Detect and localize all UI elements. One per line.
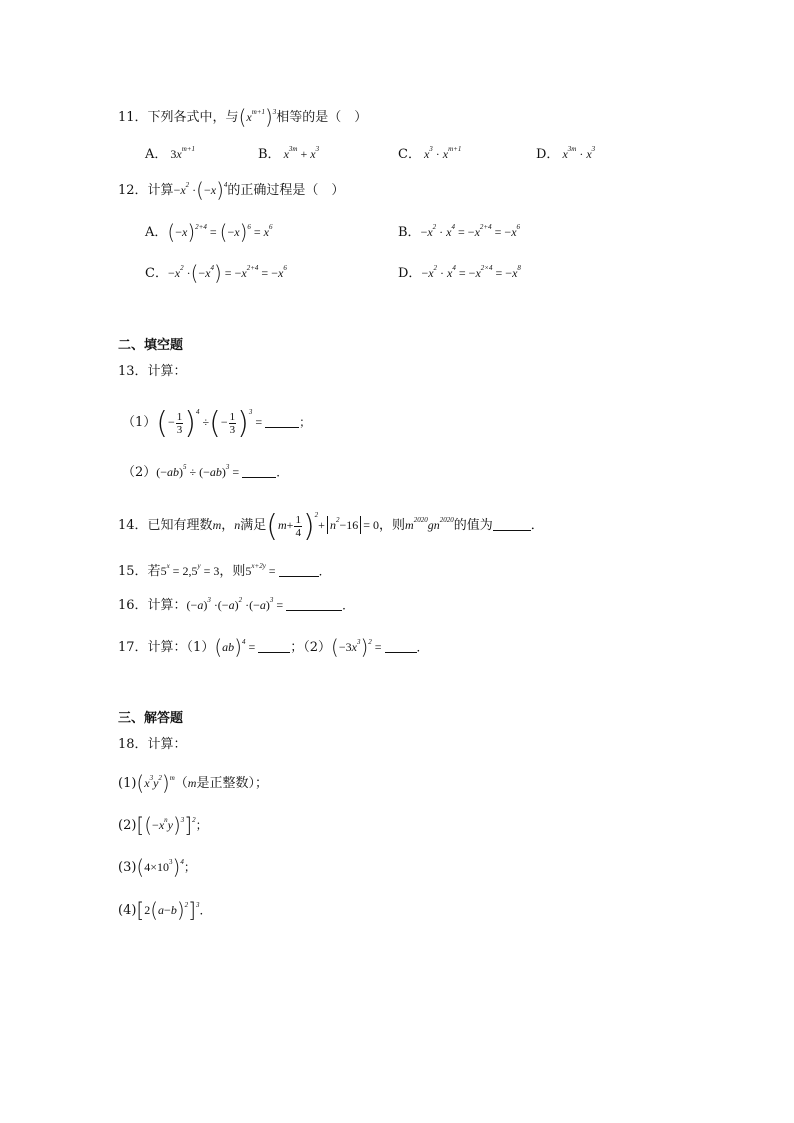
question-17: 17．计算：（1）(ab)$^4$ = ；$(2)(-3x^3)^2$ = ． <box>118 635 429 659</box>
question-11 <box>118 107 367 128</box>
question-18-part-1: $(1)(x^3y^2)^m(m$是正整数）； <box>118 771 268 795</box>
question-number: 11． <box>118 110 148 125</box>
question-15: 15．若$5^x = 2,5^y = 3$，则$5^{x+2y}$ = ． <box>118 562 331 579</box>
q11-option-b[interactable]: B． $x^{3m} + x^3$ <box>258 145 320 162</box>
question-13-part-2: $(2)(-ab)^5 \div (-ab)^3$ = ． <box>122 463 289 480</box>
q12-option-c[interactable]: C．$-x^2 \cdot(-x^4) = -x^{2+4} = -x^6$ <box>145 261 287 285</box>
q11-option-c[interactable]: C． $x^3 \cdot x^{m+1}$ <box>398 145 462 162</box>
question-18-part-3: $(3)(4\times 10^3)^4$； <box>118 855 196 879</box>
q12-option-d[interactable]: D．$-x^2 \cdot x^4 = -x^{2\times 4} = -x^8$ <box>398 264 521 281</box>
math-expression: $(x^{m+1})^3$ <box>238 105 277 129</box>
question-stem: 下列各式中，与 <box>147 110 239 125</box>
q11-option-d[interactable]: D． $x^{3m} \cdot x^3$ <box>536 145 596 162</box>
q11-option-a[interactable]: A． $3x^{m+1}$ <box>145 145 195 162</box>
question-18-part-2: $(2)[(-x^ny)^3]^2$； <box>118 813 208 837</box>
question-stem-end: 相等的是（ ） <box>276 110 368 125</box>
question-number: 12． <box>118 183 148 198</box>
question-13-stem: 13．计算： <box>118 364 187 379</box>
question-14: 14．已知有理数m，n满足(m+ $\frac{1}{4}$ )$^2+ n^2-16 = 0$，则$m^{2020}gn^{2020}$的值为 ． <box>118 509 544 544</box>
question-stem-end: 的正确过程是（ ） <box>227 183 345 198</box>
q12-option-a[interactable]: A．$(-x)^{2+4} = (-x)^6 = x^6$ <box>145 220 273 244</box>
math-expression: $-x^2 \cdot(-x)^4$ <box>173 178 228 202</box>
question-stem: 计算 <box>147 183 174 198</box>
question-18-stem: 18．计算： <box>118 737 187 752</box>
question-16: 16．计算：$(-a)^3 \cdot(-a)^2 \cdot(-a)^3$ = ． <box>118 596 355 613</box>
q12-option-b[interactable]: B．$-x^2 \cdot x^4 = -x^{2+4} = -x^6$ <box>398 223 521 240</box>
question-12 <box>118 180 344 201</box>
question-18-part-4: $(4)[2(a-b)^2]^3$． <box>118 898 212 922</box>
question-13-part-1: （1）(− $\frac{1}{3}$ )$^4$ ÷(− $\frac{1}{3}$ )$^3$ = ； <box>122 406 312 441</box>
section-title: 二、填空题 <box>118 338 184 353</box>
section-title: 三、解答题 <box>118 711 184 726</box>
